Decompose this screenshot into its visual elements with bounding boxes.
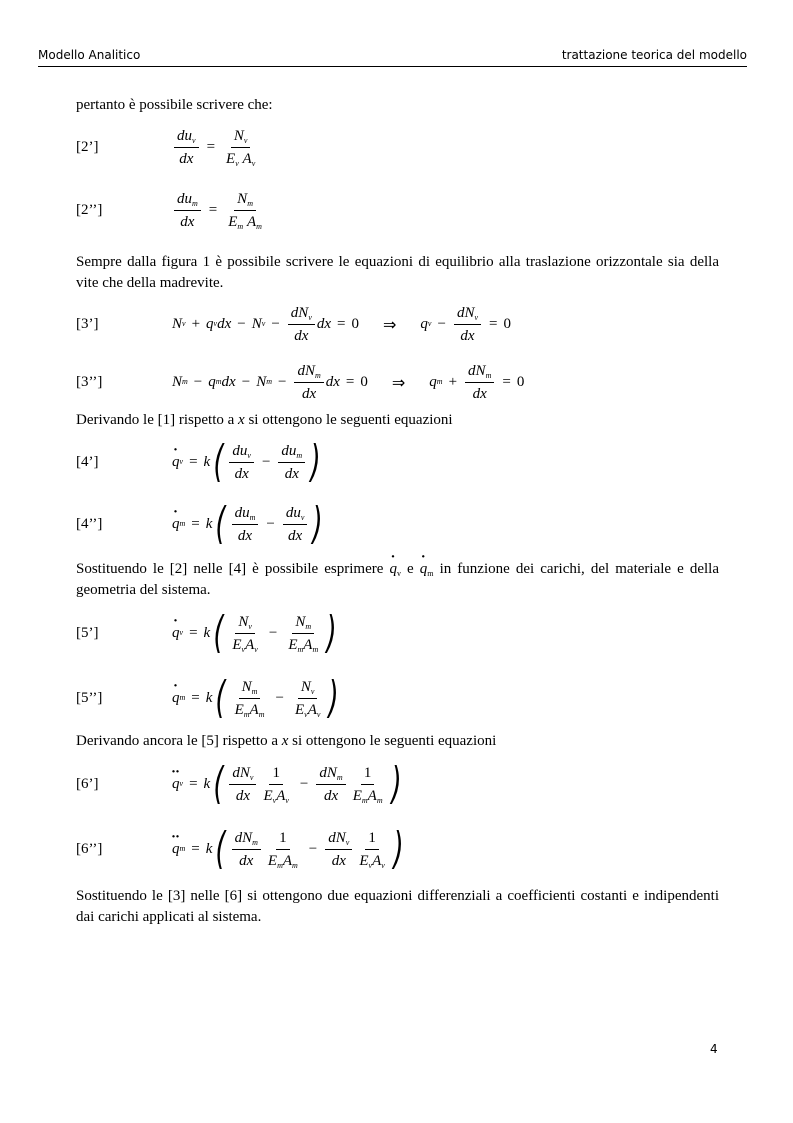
fraction: $\frac{1}{E_vA_v}$ — [359, 829, 385, 870]
equation-label: [5’] — [76, 624, 99, 641]
equation-body: $\frac{du_m}{dx}$ = $\frac{N_m}{E_m A_m}$ — [172, 189, 267, 232]
fraction: $\frac{du_v}{dx}$ — [283, 503, 308, 546]
equation-label: [4’] — [76, 453, 99, 470]
equation-3b — [76, 354, 719, 410]
fraction: $\frac{dN_v}{dx}$ — [325, 828, 352, 871]
fraction: $\frac{du_m}{dx}$ — [278, 441, 305, 484]
fraction: $\frac{N_m}{E_mA_m}$ — [288, 613, 319, 654]
page-header — [38, 48, 747, 66]
equation-label: [5’’] — [76, 689, 103, 706]
equation-body: · q v = k ( $\frac{du_v}{dx}$ − $\frac{du_m}{dx}$ ) — [172, 440, 324, 484]
paragraph-6: Sostituendo le [3] nelle [6] si ottengono due equazioni differenziali a coefficienti costanti e indipendenti dai carichi applicati al sistema. — [76, 888, 719, 925]
fraction: $\frac{dN_m}{dx}$ — [294, 361, 323, 404]
fraction: $\frac{N_m}{E_mA_m}$ — [234, 678, 265, 719]
fraction: $\frac{1}{E_mA_m}$ — [352, 764, 383, 805]
fraction: $\frac{1}{E_mA_m}$ — [267, 829, 298, 870]
equation-label: [4’’] — [76, 515, 103, 532]
equation-body: ·· q v = k ( $\frac{dN_v}{dx}$ $\frac{1}{E_vA_v}$ − $\frac{dN_m}{dx}$ $\frac{1}{E_mA_m}$ ) — [172, 762, 405, 806]
fraction: $\frac{1}{E_vA_v}$ — [263, 764, 289, 805]
equation-2b — [76, 178, 719, 242]
fraction: $\frac{dN_m}{dx}$ — [465, 361, 494, 404]
equation-body: · q m = k ( $\frac{N_m}{E_mA_m}$ − $\frac{N_v}{E_vA_v}$ ) — [172, 676, 343, 720]
equation-4b — [76, 493, 719, 555]
equation-label: [6’] — [76, 775, 99, 792]
implies-symbol: ⇒ — [391, 372, 406, 392]
equation-body: N m − q m dx − N m − $\frac{dN_m}{dx}$ dx = 0 ⇒ q m + $\frac{dN_m}{dx}$ = 0 — [172, 362, 525, 402]
equation-body: · q m = k ( $\frac{du_m}{dx}$ − $\frac{du_v}{dx}$ ) — [172, 502, 327, 546]
paragraph-5: Derivando ancora le [5] rispetto a x si ottengono le seguenti equazioni — [76, 733, 497, 749]
equation-5a — [76, 601, 719, 665]
equation-3a — [76, 294, 719, 354]
equation-6a — [76, 752, 719, 816]
fraction: $\frac{dN_v}{dx}$ — [288, 303, 315, 346]
fraction: $\frac{N_v}{E_vA_v}$ — [294, 678, 321, 719]
equation-body: · q v = k ( $\frac{N_v}{E_vA_v}$ − $\frac{N_m}{E_mA_m}$ ) — [172, 611, 340, 655]
fraction: $\frac{N_v}{E_v A_v}$ — [226, 127, 256, 168]
fraction: $\frac{du_v}{dx}$ — [229, 441, 254, 484]
equation-label: [3’] — [76, 315, 99, 332]
fraction: $\frac{du_m}{dx}$ — [174, 189, 201, 232]
paragraph-2: Sempre dalla figura 1 è possibile scrivere le equazioni di equilibrio alla traslazione orizzontale sia della vite che della madrevite. — [76, 254, 719, 291]
header-rule — [38, 66, 747, 67]
paragraph-1: pertanto è possibile scrivere che: — [76, 97, 273, 113]
document-body — [76, 95, 719, 928]
equation-2a — [76, 116, 719, 178]
page-number: 4 — [710, 1042, 718, 1056]
fraction: $\frac{N_v}{E_vA_v}$ — [232, 613, 258, 654]
paragraph-4: Sostituendo le [2] nelle [4] è possibile esprimere · $q_v$ $e \cdot q_m$ in funzione dei carichi, del materiale e della geometria del sistema. — [76, 559, 719, 601]
equation-body: N v + q v dx − N v − $\frac{dN_v}{dx}$ dx = 0 ⇒ q v − $\frac{dN_v}{dx}$ = 0 — [172, 304, 511, 344]
header-right-title: trattazione teorica del modello — [561, 48, 747, 62]
equation-body: ·· q m = k ( $\frac{dN_m}{dx}$ $\frac{1}{E_mA_m}$ − $\frac{dN_v}{dx}$ $\frac{1}{E_vA_v}$ ) — [172, 827, 407, 871]
header-left-title: Modello Analitico — [38, 48, 141, 62]
fraction: $\frac{du_m}{dx}$ — [232, 503, 259, 546]
fraction: $\frac{dN_v}{dx}$ — [454, 303, 481, 346]
paragraph-3: Derivando le [1] rispetto a x si ottengono le seguenti equazioni — [76, 412, 453, 428]
equation-label: [6’’] — [76, 840, 103, 857]
fraction: $\frac{dN_m}{dx}$ — [232, 828, 261, 871]
equation-4a — [76, 431, 719, 493]
fraction: $\frac{dN_v}{dx}$ — [229, 763, 256, 806]
equation-label: [3’’] — [76, 373, 103, 390]
equation-body: $\frac{du_v}{dx}$ = $\frac{N_v}{E_v A_v}$ — [172, 126, 260, 169]
equation-5b — [76, 665, 719, 731]
equation-6b — [76, 816, 719, 882]
fraction: $\frac{N_m}{E_m A_m}$ — [228, 190, 262, 231]
equation-label: [2’’] — [76, 201, 103, 218]
fraction: $\frac{du_v}{dx}$ — [174, 126, 199, 169]
equation-label: [2’] — [76, 138, 99, 155]
fraction: $\frac{dN_m}{dx}$ — [316, 763, 345, 806]
implies-symbol: ⇒ — [383, 314, 397, 334]
